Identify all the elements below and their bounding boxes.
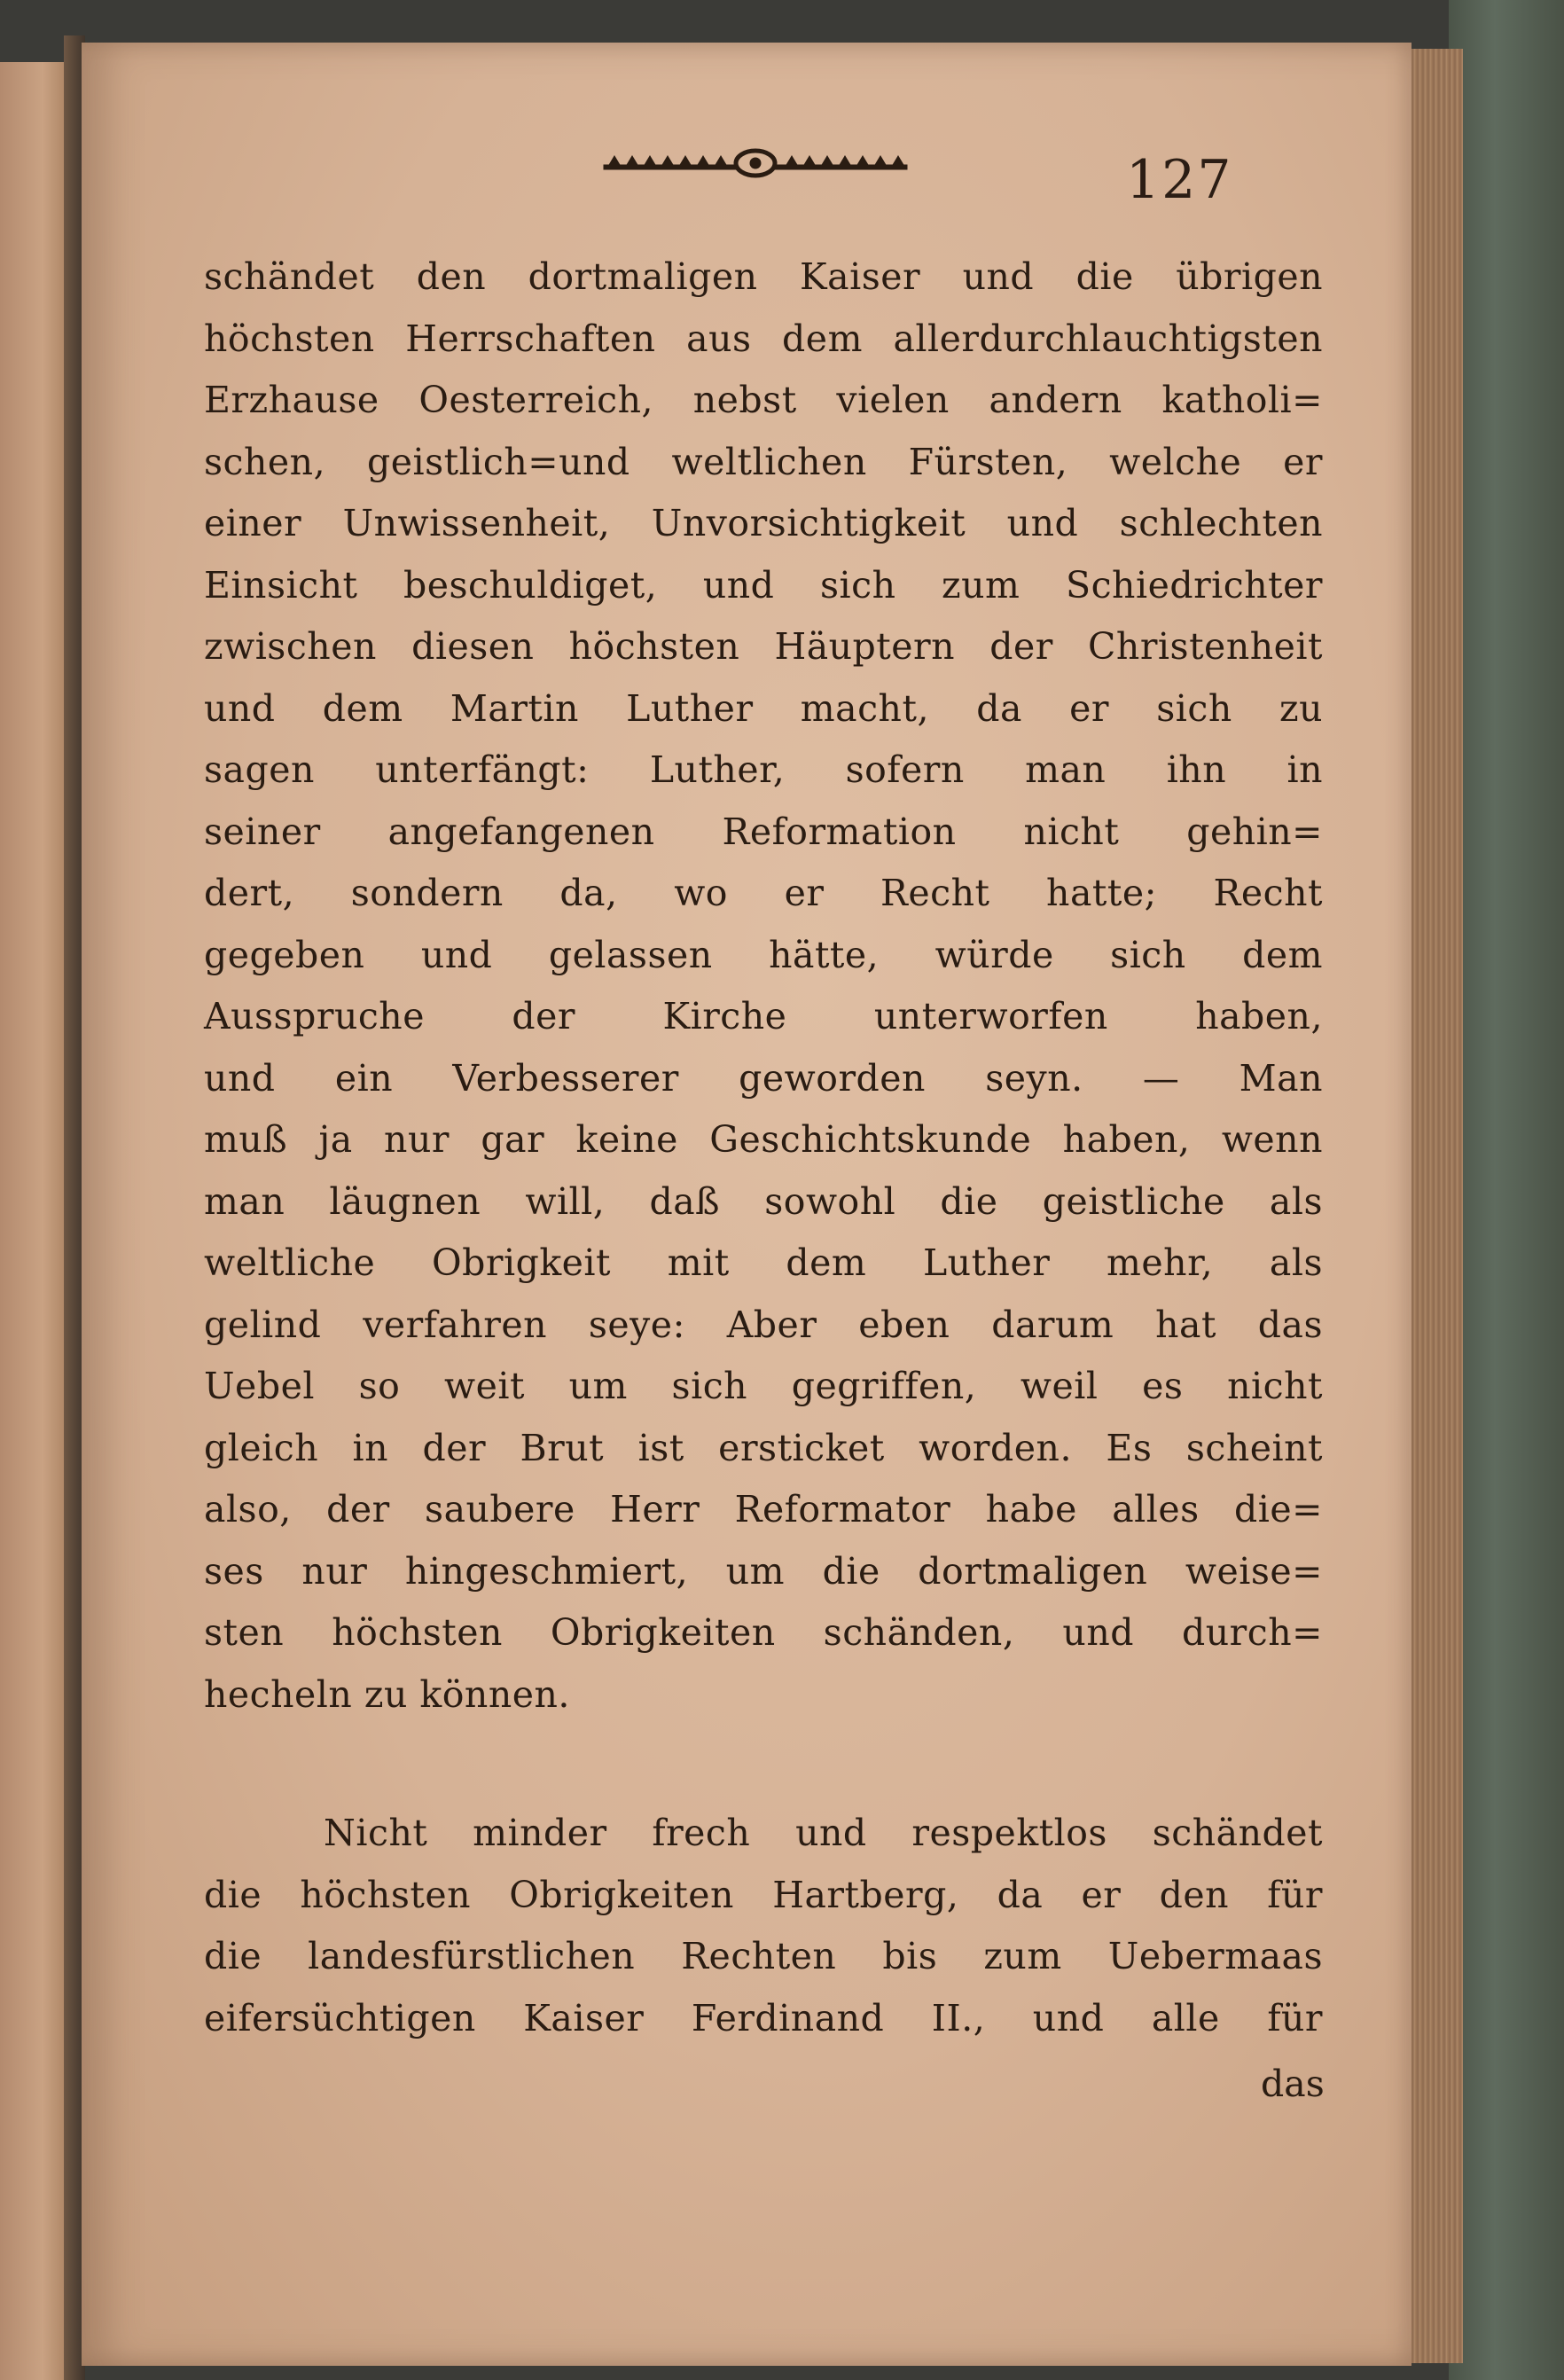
body-text (204, 247, 1323, 2049)
header-ornament (600, 138, 911, 183)
catchword: das (1261, 2063, 1325, 2105)
text-line: gegeben und gelassen hätte, würde sich dem (204, 933, 1323, 976)
text-line: ses nur hingeschmiert, um die dortmaligen weise= (204, 1549, 1323, 1593)
text-line: hecheln zu können. (204, 1672, 570, 1716)
text-line: Uebel so weit um sich gegriffen, weil es nicht (204, 1365, 1323, 1407)
text-line: weltliche Obrigkeit mit dem Luther mehr, als (204, 1241, 1323, 1284)
text-line: Einsicht beschuldiget, und sich zum Schiedrichter (204, 563, 1323, 607)
page-number: 127 (1126, 149, 1233, 211)
book-cover-edge (1449, 0, 1564, 2380)
text-line: eifersüchtigen Kaiser Ferdinand II., und alle für (204, 1996, 1323, 2039)
text-line: höchsten Herrschaften aus dem allerdurchlauchtigsten (204, 317, 1323, 360)
page-edges (1410, 49, 1463, 2363)
text-line: muß ja nur gar keine Geschichtskunde haben, wenn (204, 1118, 1323, 1161)
text-line: dert, sondern da, wo er Recht hatte; Recht (204, 872, 1323, 914)
left-page-edge (0, 62, 71, 2380)
text-line: die höchsten Obrigkeiten Hartberg, da er den für (204, 1873, 1323, 1916)
text-line: und dem Martin Luther macht, da er sich zu (204, 686, 1323, 730)
text-line: Nicht minder frech und respektlos schändet (324, 1812, 1323, 1854)
text-line: seiner angefangenen Reformation nicht gehin= (204, 810, 1323, 853)
text-line: und ein Verbesserer geworden seyn. — Man (204, 1056, 1323, 1100)
text-line: einer Unwissenheit, Unvorsichtigkeit und schlechten (204, 502, 1323, 544)
text-line: sten höchsten Obrigkeiten schänden, und durch= (204, 1611, 1323, 1654)
text-line: die landesfürstlichen Rechten bis zum Uebermaas (204, 1935, 1323, 1977)
text-line: gleich in der Brut ist ersticket worden. Es scheint (204, 1426, 1323, 1469)
text-line: man läugnen will, daß sowohl die geistliche als (204, 1179, 1323, 1223)
text-line: gelind verfahren seye: Aber eben darum hat das (204, 1303, 1323, 1346)
text-line: Ausspruche der Kirche unterworfen haben, (204, 995, 1323, 1037)
text-line: zwischen diesen höchsten Häuptern der Christenheit (204, 625, 1323, 668)
text-line: schen, geistlich=und weltlichen Fürsten, welche er (204, 440, 1323, 483)
text-line: also, der saubere Herr Reformator habe alles die= (204, 1488, 1323, 1531)
book-page (82, 43, 1412, 2366)
text-line: schändet den dortmaligen Kaiser und die übrigen (204, 255, 1323, 298)
paragraph-gap (204, 1726, 1323, 1803)
text-line: Erzhause Oesterreich, nebst vielen andern katholi= (204, 379, 1323, 421)
text-line: sagen unterfängt: Luther, sofern man ihn in (204, 748, 1323, 791)
